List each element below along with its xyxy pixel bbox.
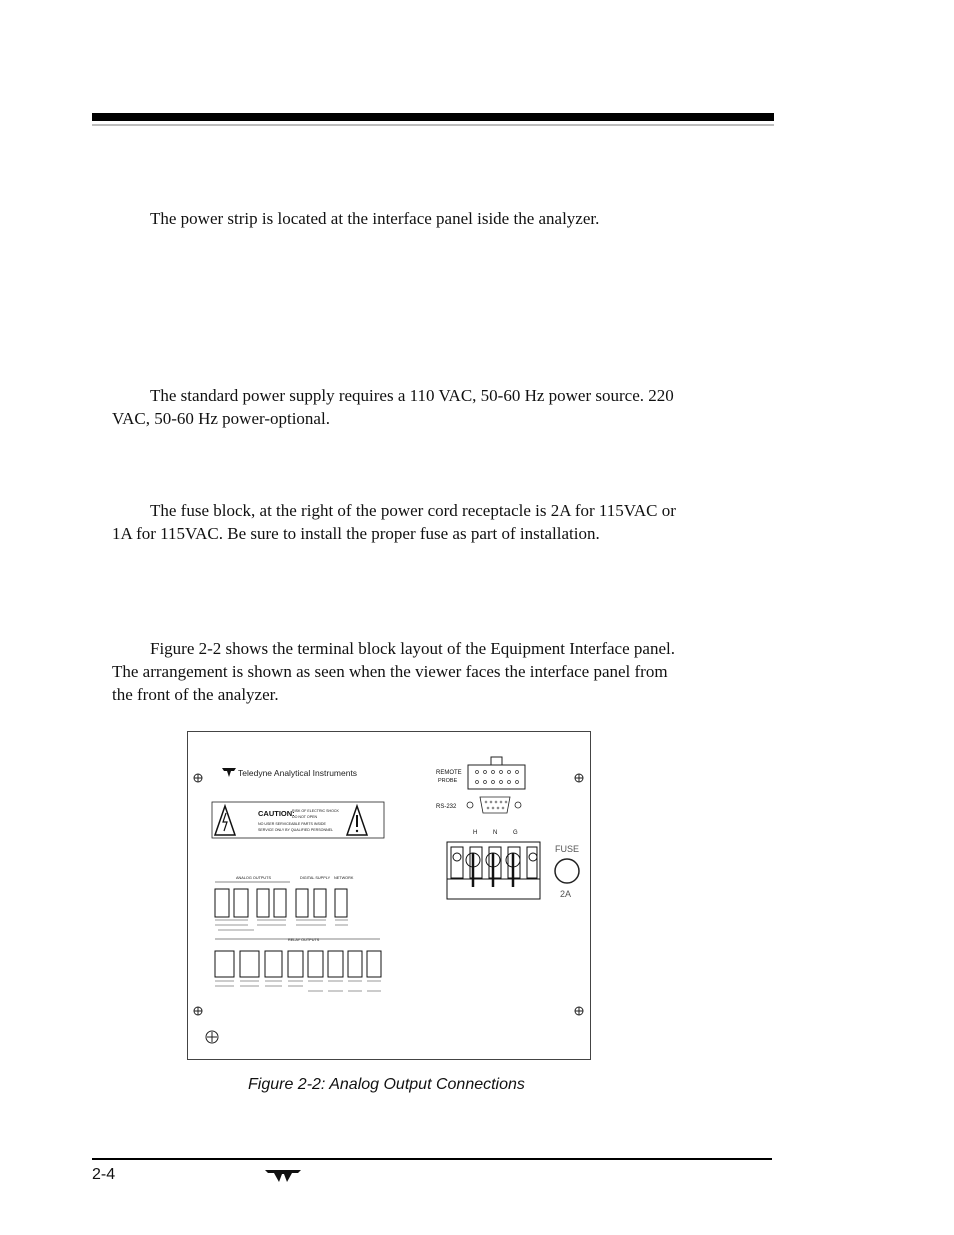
- corner-screw-icon: [194, 1007, 202, 1015]
- teledyne-logo-icon: [265, 1169, 301, 1188]
- header-rule: [92, 113, 774, 121]
- paragraph-power-strip: The power strip is located at the interface panel iside the analyzer.: [150, 209, 600, 228]
- interface-panel-drawing: [188, 732, 592, 1061]
- teledyne-logo-icon: [222, 768, 236, 777]
- fuse-label: FUSE: [555, 844, 580, 854]
- terminal-label-h: H: [473, 830, 478, 836]
- corner-screw-icon: [575, 774, 583, 782]
- interface-panel-figure: [187, 731, 591, 1060]
- paragraph-figure-reference: Figure 2-2 shows the terminal block layout of the Equipment Interface panel. The arrangement is shown as seen when the viewer faces the interface panel from the front of the analyzer.: [112, 639, 675, 704]
- corner-screw-icon: [194, 774, 202, 782]
- paragraph-power-supply: The standard power supply requires a 110 VAC, 50-60 Hz power source. 220 VAC, 50-60 Hz power-optional.: [112, 386, 674, 428]
- caution-text-line: NO USER SERVICEABLE PARTS INSIDE: [258, 822, 326, 826]
- caution-text-line: SERVICE ONLY BY QUALIFIED PERSONNEL: [258, 828, 334, 832]
- caution-label: [212, 802, 384, 838]
- caution-title: CAUTION:: [258, 809, 295, 818]
- paragraph-fuse-block: The fuse block, at the right of the power cord receptacle is 2A for 115VAC or 1A for 115VAC. Be sure to install the proper fuse as part of installation.: [112, 501, 676, 543]
- digital-supply-label: DIGITAL SUPPLY: [300, 876, 331, 880]
- page-number: 2-4: [92, 1166, 116, 1183]
- relay-outputs-label: RELAY OUTPUTS: [288, 938, 320, 942]
- terminal-label-n: N: [493, 830, 498, 836]
- corner-screw-icon: [575, 1007, 583, 1015]
- network-label: NETWORK: [334, 876, 354, 880]
- brand-name: Teledyne Analytical Instruments: [238, 768, 358, 778]
- remote-probe-label: PROBE: [438, 778, 458, 784]
- relay-output-terminals: [215, 939, 381, 991]
- caution-text-line: DO NOT OPEN: [292, 815, 318, 819]
- analog-output-terminals: [215, 882, 348, 930]
- power-terminal-block: [447, 842, 540, 899]
- rs232-label: RS-232: [436, 804, 457, 810]
- ground-screw-icon: [206, 1031, 218, 1043]
- footer-rule: [92, 1158, 772, 1160]
- rs232-connector: [467, 797, 521, 813]
- fuse-holder-icon: [555, 859, 579, 883]
- caution-text-line: RISK OF ELECTRIC SHOCK: [292, 809, 339, 813]
- figure-caption: Figure 2-2: Analog Output Connections: [248, 1076, 525, 1093]
- header-rule-shadow: [92, 124, 774, 126]
- fuse-rating: 2A: [560, 889, 572, 899]
- analog-outputs-label: ANALOG OUTPUTS: [236, 876, 272, 880]
- remote-probe-label: REMOTE: [436, 770, 462, 776]
- terminal-label-g: G: [513, 830, 518, 836]
- remote-probe-connector: [468, 757, 525, 789]
